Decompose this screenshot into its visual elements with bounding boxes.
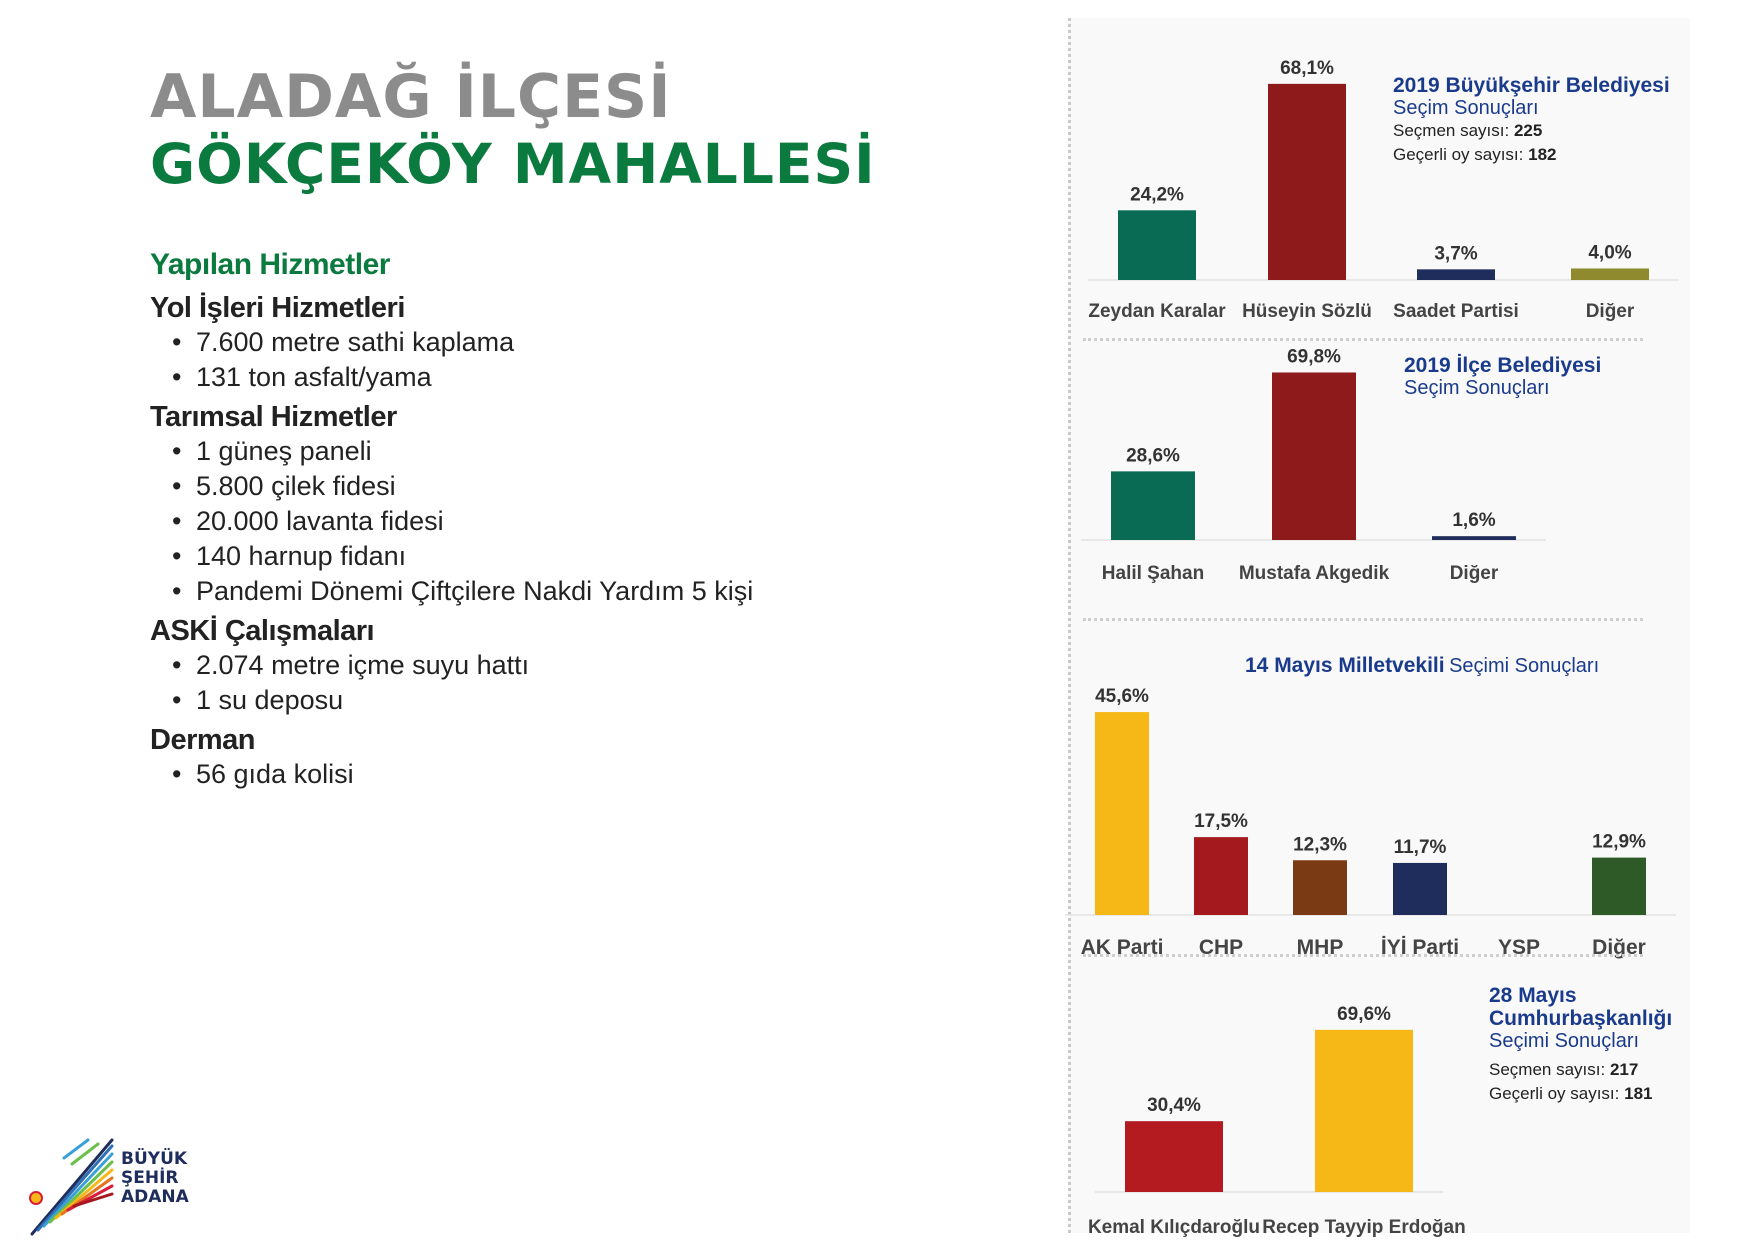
bar-2 — [1315, 1030, 1413, 1192]
list-item: • 20.000 lavanta fidesi — [150, 504, 970, 539]
category-title-road: Yol İşleri Hizmetleri — [150, 292, 405, 324]
data-label: 12,3% — [1293, 834, 1347, 856]
valid-vote-count: Geçerli oy sayısı: 182 — [1393, 145, 1557, 164]
bar-1 — [1095, 712, 1149, 915]
chart-subtitle: Seçim Sonuçları — [1393, 97, 1539, 119]
voter-count: Seçmen sayısı: 217 — [1489, 1060, 1639, 1079]
category-label: Diğer — [1585, 301, 1635, 322]
chart-info-2019-metropolitan — [1393, 74, 1670, 167]
chart-title: 2019 İlçe Belediyesi — [1404, 354, 1602, 377]
divider — [1083, 618, 1643, 621]
chart-subtitle: Seçimi Sonuçları — [1449, 655, 1600, 677]
bar-chart-2019-metropolitan — [1071, 18, 1693, 348]
list-item: • 1 su deposu — [150, 683, 970, 718]
category-label: Diğer — [1449, 563, 1499, 584]
chart-2019-district — [1071, 348, 1693, 628]
category-label: Kemal Kılıçdaroğlu — [1087, 1217, 1261, 1238]
election-results-panel — [1068, 18, 1690, 1238]
data-label: 11,7% — [1393, 836, 1447, 858]
service-list-aski — [150, 648, 970, 718]
list-item: • 131 ton asfalt/yama — [150, 360, 970, 395]
bar-4 — [1393, 863, 1447, 915]
services-heading: Yapılan Hizmetler — [150, 248, 390, 281]
data-label: 45,6% — [1095, 686, 1149, 708]
category-label: Hüseyin Sözlü — [1242, 301, 1372, 322]
category-title-aski: ASKİ Çalışmaları — [150, 615, 375, 647]
category-label: Halil Şahan — [1101, 563, 1205, 584]
data-label: 12,9% — [1592, 831, 1646, 853]
logo-line: ADANA — [121, 1187, 189, 1207]
category-title-agriculture: Tarımsal Hizmetler — [150, 401, 397, 433]
bar-3 — [1432, 536, 1516, 540]
category-label: Zeydan Karalar — [1088, 301, 1226, 322]
data-label: 1,6% — [1452, 510, 1496, 532]
data-label: 69,6% — [1337, 1003, 1391, 1025]
list-item: • 7.600 metre sathi kaplama — [150, 325, 970, 360]
list-item: • 2.074 metre içme suyu hattı — [150, 648, 970, 683]
chart-subtitle: Seçimi Sonuçları — [1489, 1030, 1640, 1052]
neighborhood-title: GÖKÇEKÖY MAHALLESİ — [150, 132, 876, 196]
service-list-derman — [150, 757, 970, 792]
category-label: YSP — [1497, 936, 1541, 959]
bar-3 — [1293, 860, 1347, 915]
data-label: 4,0% — [1588, 242, 1632, 264]
category-label: Diğer — [1592, 936, 1646, 959]
chart-14-may-parliamentary — [1071, 628, 1693, 968]
list-item: • 56 gıda kolisi — [150, 757, 970, 792]
data-label: 68,1% — [1280, 57, 1334, 79]
chart-title: 2019 Büyükşehir Belediyesi — [1393, 74, 1670, 97]
category-label: Mustafa Akgedik — [1238, 563, 1390, 584]
bar-3 — [1417, 269, 1495, 280]
bar-2 — [1272, 372, 1356, 540]
valid-vote-count: Geçerli oy sayısı: 181 — [1489, 1084, 1653, 1103]
bar-6 — [1592, 858, 1646, 915]
logo-line: BÜYÜK — [121, 1149, 188, 1169]
logo-line: ŞEHİR — [121, 1168, 179, 1188]
data-label: 3,7% — [1434, 243, 1478, 265]
category-label: MHP — [1296, 936, 1344, 959]
data-label: 30,4% — [1147, 1095, 1201, 1117]
chart-title: 14 Mayıs Milletvekili — [1245, 654, 1445, 677]
district-title: ALADAĞ İLÇESİ — [150, 62, 672, 132]
chart-info-2019-district — [1404, 354, 1601, 399]
divider — [1083, 954, 1643, 957]
bar-chart-14-may-parliamentary — [1071, 628, 1693, 968]
logo-text — [121, 1150, 189, 1207]
chart-info-28-may — [1489, 984, 1689, 1106]
chart-28-may-presidential — [1071, 964, 1693, 1238]
category-title-derman: Derman — [150, 724, 255, 756]
divider — [1083, 338, 1643, 341]
bar-2 — [1194, 837, 1248, 915]
bar-2 — [1268, 84, 1346, 280]
category-label: AK Parti — [1080, 936, 1164, 959]
voter-count: Seçmen sayısı: 225 — [1393, 121, 1543, 140]
chart-2019-metropolitan — [1071, 18, 1693, 348]
bar-1 — [1125, 1121, 1223, 1192]
category-label: Saadet Partisi — [1393, 301, 1519, 322]
chart-title: 28 Mayıs Cumhurbaşkanlığı — [1489, 984, 1673, 1030]
list-item: • 1 güneş paneli — [150, 434, 970, 469]
list-item: • Pandemi Dönemi Çiftçilere Nakdi Yardım 5 kişi — [150, 574, 970, 609]
data-label: 24,2% — [1130, 184, 1184, 206]
service-list-agriculture — [150, 434, 970, 609]
list-item: • 140 harnup fidanı — [150, 539, 970, 574]
data-label: 69,8% — [1287, 346, 1341, 368]
bar-1 — [1118, 210, 1196, 280]
category-label: Recep Tayyip Erdoğan — [1262, 1217, 1466, 1238]
service-list-road — [150, 325, 970, 395]
data-label: 17,5% — [1194, 811, 1248, 833]
bar-4 — [1571, 268, 1649, 280]
chart-info-14-may — [1245, 654, 1599, 677]
category-label: İYİ Parti — [1380, 936, 1460, 959]
data-label: 28,6% — [1126, 445, 1180, 467]
bar-1 — [1111, 471, 1195, 540]
list-item: • 5.800 çilek fidesi — [150, 469, 970, 504]
chart-subtitle: Seçim Sonuçları — [1404, 377, 1550, 399]
services-section — [150, 248, 970, 792]
category-label: CHP — [1198, 936, 1244, 959]
